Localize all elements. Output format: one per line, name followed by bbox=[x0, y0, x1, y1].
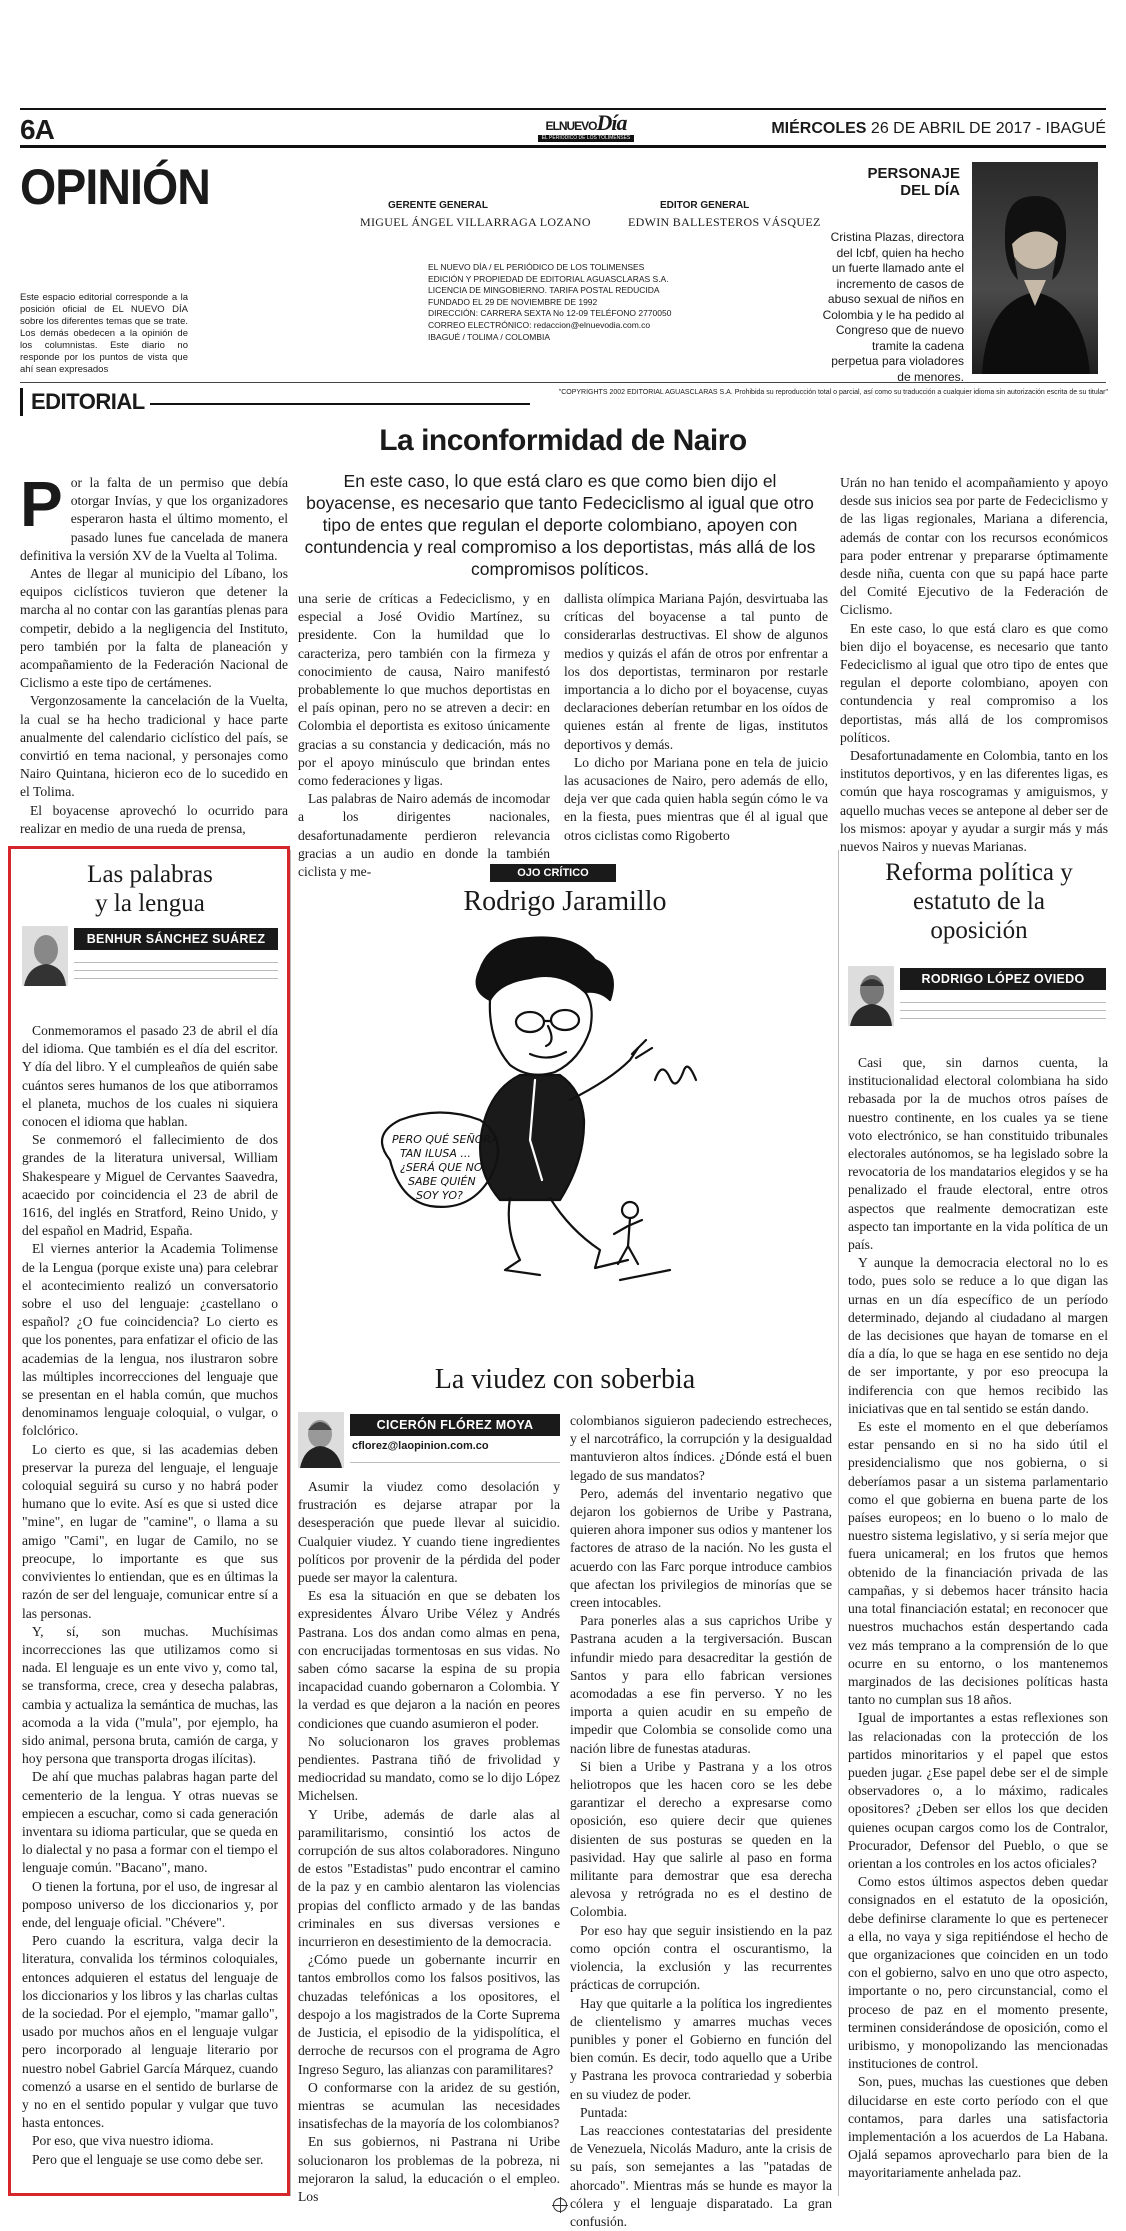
column-paragraph: Por eso hay que seguir insistiendo en la paz como opción contra el oscurantismo, la violencia, la exclusión y las recurrentes prácticas de corrupción. bbox=[570, 1922, 832, 1993]
column-paragraph: Pero, además del inventario negativo que dejaron los gobiernos de Uribe y Pastrana, quieren ahora imponer sus odios y mantener los factores de atraso de la nación. No les gusta el acuerdo con las Farc porque introduce cambios que afectan los privilegios de minorías que se creen intocables. bbox=[570, 1485, 832, 1611]
gerente-label: GERENTE GENERAL bbox=[388, 200, 489, 211]
author-name: BENHUR SÁNCHEZ SUÁREZ bbox=[74, 928, 278, 950]
imprint-line: IBAGUÉ / TOLIMA / COLOMBIA bbox=[428, 331, 551, 342]
column-paragraph: Si bien a Uribe y Pastrana y a los otros heliotropos que les hacen coro se les debe garantizar el derecho a expresarse como oposición, eso quiere decir que quienes disienten de sus posturas se queden en la pasividad. Hay que salirle al paso en forma militante para demostrar que esa derecha alevosa y retrógrada no es el destino de Colombia. bbox=[570, 1758, 832, 1920]
editorial-paragraph: dallista olímpica Mariana Pajón, desvirtuaba las críticas del boyacense a tal punto de considerarlas destructivas. El show de algunos medios y quizás el afán de otros por enfrentar a los dos deportistas, terminaron por restarle importancia a lo dicho por el boyacense, cuyas declaraciones deberían retumbar en los oídos de quienes están al frente de ligas, institutos deportivos y demás. bbox=[564, 591, 828, 752]
column-paragraph: Hay que quitarle a la política los ingredientes de clientelismo y amarres muchas veces punibles y poner el Gobierno en función del bien común. Es decir, todo aquello que a Uribe y Pastrana les provoca contrariedad y soberbia en su viudez de poder. bbox=[570, 1995, 832, 2102]
logo-text-main: Día bbox=[596, 110, 627, 135]
column-paragraph: O tienen la fortuna, por el uso, de ingresar al pomposo universo de los diccionarios y, por ende, del lenguaje oficial. "Chévere". bbox=[22, 1878, 278, 1930]
author-portrait-icon bbox=[298, 1412, 344, 1468]
personaje-text: Cristina Plazas, directora del Icbf, quien ha hecho un fuerte llamado ante el incremento de casos de abuso sexual de niños en Colombia y le ha pedido al Congreso que de nuevo tramite la cadena perpetua para violadores de menores. bbox=[822, 230, 964, 384]
column-paragraph: O conformarse con la aridez de su gestión, mientras se acumulan las necesidades insatisfechas de la mayoría de los colombianos? bbox=[298, 2079, 560, 2132]
editorial-paragraph: Antes de llegar al municipio del Líbano, los equipos ciclísticos tuvieron que detener la marcha al no contar con las garantías plenas para competir, debido a la negligencia del Instituto, pero también por la falta de planeación y acompañamiento de la Federación Nacional de Ciclismo a este tipo de certámenes. bbox=[20, 566, 288, 691]
column-left bbox=[22, 856, 278, 2192]
copyright-notice: "COPYRIGHTS 2002 EDITORIAL AGUASCLARAS S.A. Prohibida su reproducción total o parcial, así como su traducción a cualquier idioma sin autorización escrita de su titular" bbox=[558, 389, 1108, 396]
editorial-col-4 bbox=[840, 474, 1108, 855]
page-header bbox=[20, 108, 1106, 148]
author-email: cflorez@laopinion.com.co bbox=[352, 1440, 489, 1452]
column-body bbox=[22, 1022, 278, 2192]
caricature-illustration bbox=[370, 930, 740, 1320]
drop-cap: P bbox=[20, 468, 63, 540]
date-rest: 26 DE ABRIL DE 2017 - IBAGUÉ bbox=[870, 120, 1106, 137]
right-column-title bbox=[848, 858, 1110, 945]
column-title bbox=[22, 860, 278, 918]
column-paragraph: ¿Cómo puede un gobernante incurrir en tantos embrollos como los falsos positivos, las chuzadas telefónicas a los opositores, el despojo a los magistrados de la Corte Suprema de Justicia, el episodio de la yidispolítica, el derroche de recursos con el programa de Agro Ingreso Seguro, las alianzas con paramilitares? bbox=[298, 1952, 560, 2077]
imprint-line: CORREO ELECTRÓNICO: redaccion@elnuevodia.com.co bbox=[428, 319, 651, 330]
column-paragraph: Puntada: bbox=[580, 2104, 628, 2120]
imprint-line: EDICIÓN Y PROPIEDAD DE EDITORIAL AGUASCLARAS S.A. bbox=[428, 273, 669, 284]
column-paragraph: Igual de importantes a estas reflexiones son las relacionadas con la protección de los partidos minoritarios y el papel que estos pueden jugar. ¿Ese papel debe ser el de simple observadores o, a lo máximo, radicales opositores? ¿Deben ser ellos los que deciden quienes ocupan cargos como los de Contralor, Procurador, Defensor del Pueblo, o que se orientan a los controles en los actos oficiales? bbox=[848, 1710, 1108, 1871]
imprint bbox=[428, 262, 758, 343]
right-column-body bbox=[848, 1054, 1108, 2196]
editorial-paragraph: Lo dicho por Mariana pone en tela de juicio las acusaciones de Nairo, pero además de ello, deja ver que cada quien habla según cómo le va en la fiesta, pues mientras que él al igual que otros ciclistas como Rigoberto bbox=[564, 754, 828, 843]
imprint-line: DIRECCIÓN: CARRERA SEXTA No 12-09 TELÉFONO 2770050 bbox=[428, 308, 672, 319]
speech-line: SOY YO? bbox=[416, 1189, 463, 1202]
column-paragraph: Son, pues, muchas las cuestiones que deben dilucidarse en este corto período con el que contamos, para darles una satisfactoria implementación a los acuerdos de La Habana. Ojalá sepamos aprovecharlo para bien de la mayoritariamente anhelada paz. bbox=[848, 2074, 1108, 2181]
column-paragraph: Asumir la viudez como desolación y frustración es dejarse atrapar por la desesperación que puede llevar al suicidio. Cualquier viudez. Y cuando tiene ingredientes políticos por provenir de la pérdida del poder puede ser mayor la calentura. bbox=[298, 1479, 560, 1586]
personaje-photo bbox=[972, 162, 1098, 374]
column-paragraph: En sus gobiernos, ni Pastrana ni Uribe solucionaron los problemas de la pobreza, ni mejoraron la salud, la educación o el empleo. Los bbox=[298, 2134, 560, 2204]
author-photo bbox=[298, 1412, 344, 1468]
imprint-line: EL NUEVO DÍA / EL PERIÓDICO DE LOS TOLIMENSES bbox=[428, 262, 645, 272]
column-paragraph: Y aunque la democracia electoral no lo es todo, pues solo se reduce a lo que digan las urnas en un día específico de un período determinado, dejando al ciudadano al margen de las decisiones que hayan de tomarse en el día a día, lo que se haga en ese sentido no deja de ser importante, y por eso preocupa la indiferencia con que hemos recibido las iniciativas que en tal sentido se están dando. bbox=[848, 1255, 1108, 1416]
column-title-line: estatuto de la bbox=[913, 888, 1045, 915]
column-title-line: Reforma política y bbox=[885, 859, 1073, 886]
editorial-paragraph: En este caso, lo que está claro es que como bien dijo el boyacense, es necesario que tanto Fedeciclismo al igual que otro tipo de entes que regulan el deporte colombiano, apoyen con contundencia y real compromiso a los deportistas, más allá de los compromisos políticos. bbox=[840, 620, 1108, 745]
editorial-headline: La inconformidad de Nairo bbox=[379, 424, 747, 457]
column-paragraph: De ahí que muchas palabras hagan parte del cementerio de la lengua. Y otras nuevas se empiecen a escuchar, como si cada generación inventara su idioma particular, que se queda en lo dialectal y no pasa a formar con el tiempo el lenguaje común. "Bacano", mano. bbox=[22, 1769, 278, 1876]
person-portrait-icon bbox=[972, 162, 1098, 374]
editorial-col-1 bbox=[20, 468, 288, 844]
column-title-line: oposición bbox=[930, 917, 1028, 944]
center-col-1 bbox=[298, 1478, 560, 2204]
logo-tagline: EL PERIÓDICO DE LOS TOLIMENSES bbox=[538, 135, 634, 142]
speech-line: SABE QUIÉN bbox=[408, 1175, 476, 1188]
column-paragraph: Las reacciones contestatarias del presidente de Venezuela, Nicolás Maduro, ante la crisis de su país, son semejantes a las "patadas de ahorcado". Mientras más se hunde es mayor la cólera y el lenguaje disparatado. La gran confusión. bbox=[570, 2122, 832, 2229]
column-paragraph: No solucionaron los graves problemas pendientes. Pastrana tiñó de frivolidad y mediocridad su mandato, como se lo dijo López Michelsen. bbox=[298, 1733, 560, 1804]
column-paragraph: Y, sí, son muchas. Muchísimas incorrecciones las que utilizamos como si nada. El lenguaje es un ente vivo y, como tal, se transforma, crece, crea y desecha palabras, cambia y actualiza la semántica de muchas, las acomoda a la vida ("mula", por ejemplo, ha sido animal, persona bruta, camión de carga, y hoy persona que transporta drogas ilícitas). bbox=[22, 1623, 278, 1767]
editorial-paragraph: Urán no han tenido el acompañamiento y apoyo desde sus inicios sea por parte de Fedeciclismo y de las ligas regionales, Mariana a diferencia, además de contar con los recursos económicos para poder entrenar y prepararse óptimamente desde niña, cuenta con que su papá hace parte del Comité Ejecutivo de la Federación de Ciclismo. bbox=[840, 475, 1108, 618]
editorial-paragraph: Desafortunadamente en Colombia, tanto en los institutos deportivos, y en las diferentes ligas, es común que haya roscogramas y amiguismos, y aquello muchas veces se antepone al deber ser de los mismos: apoyar y ayudar a surgir más y más nuevos Nairos y nuevas Marianas. bbox=[840, 748, 1108, 855]
editorial-pullquote: En este caso, lo que está claro es que como bien dijo el boyacense, es necesario que tanto Fedeciclismo al igual que otro tipo de entes que regulan el deporte colombiano, apoyen con contundencia y real compromiso a los deportistas, más allá de los compromisos políticos. bbox=[304, 471, 816, 579]
imprint-line: FUNDADO EL 29 DE NOVIEMBRE DE 1992 bbox=[428, 296, 598, 307]
author-photo bbox=[848, 966, 894, 1026]
center-col-2 bbox=[570, 1412, 832, 2229]
column-paragraph: El viernes anterior la Academia Tolimense de la Lengua (porque existe una) para celebrar el acontecimiento realizó un conversatorio sobre el uso del lenguaje: ¿castellano o español? ¿O fue coincidencia? Lo cierto es que los ponentes, para enfatizar el oficio de las academias de la lengua, nos ilustraron sobre las múltiples incorrecciones del lenguaje que se presentan en el habla común, que muchos denominamos lenguaje coloquial, o vulgar, o folclórico. bbox=[22, 1241, 278, 1439]
author-name: RODRIGO LÓPEZ OVIEDO bbox=[900, 968, 1106, 990]
editor-label: EDITOR GENERAL bbox=[660, 200, 750, 211]
ojo-critico-label: OJO CRÍTICO bbox=[490, 864, 616, 882]
center-column-title: La viudez con soberbia bbox=[434, 1364, 696, 1395]
column-paragraph: Casi que, sin darnos cuenta, la institucionalidad electoral colombiana ha sido rebasada por la de muchos otros países de nuestro continente, en los cuales ya se tiene voto electrónico, se han constituido tribunales electorales autónomos, se ha legislado sobre la revocatoria de los mandatarios elegidos y se ha penalizado el fraude electoral, entre otros aspectos que realmente democratizan este aspecto tan importante en la vida política de un país. bbox=[848, 1055, 1108, 1253]
speech-line: PERO QUÉ SEÑORA bbox=[392, 1133, 499, 1146]
author-portrait-icon bbox=[22, 926, 68, 986]
column-paragraph: Es esa la situación en que se debaten los expresidentes Álvaro Uribe Vélez y Andrés Pastrana. Los dos andan como almas en pena, con encrucijadas tormentosas en sus vidas. No saben cómo sacarse la espina de su propia incapacidad cuando gobernaron a Colombia. Y la verdad es que dejaron a la nación en peores condiciones que cuando asumieron el poder. bbox=[298, 1588, 560, 1731]
speech-line: ¿SERÁ QUE NO bbox=[400, 1161, 483, 1174]
author-photo bbox=[22, 926, 68, 986]
speech-line: TAN ILUSA ... bbox=[400, 1147, 471, 1160]
page-number: 6A bbox=[20, 114, 54, 145]
author-portrait-icon bbox=[848, 966, 894, 1026]
editorial-paragraph: El boyacense aprovechó lo ocurrido para realizar en medio de una rueda de prensa, bbox=[20, 802, 288, 836]
date-weekday: MIÉRCOLES bbox=[771, 120, 867, 137]
personaje-title-line: DEL DÍA bbox=[900, 182, 960, 199]
editorial-label-text: EDITORIAL bbox=[31, 389, 145, 414]
newspaper-logo bbox=[538, 110, 634, 144]
column-paragraph: Lo cierto es que, si las academias deben preservar la pureza del lenguaje, el lenguaje coloquial seguirá su curso y no habrá poder humano que lo evite. Así es que si usted dice "mine", en lugar de "camine", o llama a su amigo "Cami", en lugar de Camilo, no se preocupe, lo importante es que sus convivientes lo entiendan, que es en últimas la razón de ser del lenguaje, comunicar entre sí a las personas. bbox=[22, 1441, 278, 1621]
column-paragraph: colombianos siguieron padeciendo estrecheces, y el narcotráfico, la corrupción y la desigualdad mantuvieron altos índices. ¿Dónde está el buen legado de sus mandatos? bbox=[570, 1413, 832, 1483]
registration-mark-icon bbox=[553, 2198, 567, 2212]
column-paragraph: Y Uribe, además de darle alas al paramilitarismo, consintió los actos de corrupción de sus altos colaboradores. Ninguno de estos "Estadistas" pudo encontrar el camino de la paz y en cambio alentaron las violencias propias del conflicto armado y de las bandas criminales en sus diversas versiones e incurrieron en desestimiento de la democracia. bbox=[298, 1806, 560, 1950]
cartoonist-name: Rodrigo Jaramillo bbox=[463, 886, 667, 917]
editorial-paragraph: una serie de críticas a Fedeciclismo, y en especial a José Ovidio Martínez, su presidente. Con la humildad que lo caracteriza, pero también con la firmeza y conocimiento de causa, Nairo manifestó probablemente lo que muchos deportistas en el país opinan, pero no se atreven a decir: en Colombia el deportista es exitoso únicamente gracias a su constancia y dedicación, más no por el apoyo minúsculo que brindan entes como federaciones y ligas. bbox=[298, 591, 550, 789]
editorial-cartoon bbox=[370, 930, 740, 1320]
column-title-line: Las palabras bbox=[87, 861, 213, 888]
editorial-paragraph: or la falta de un permiso que debía otorgar Invías, y que los organizadores esperaron hasta el último momento, el pasado lunes fue cancelada de manera definitiva la versión XV de la Vuelta al Tolima. bbox=[20, 475, 288, 563]
editorial-col-2 bbox=[298, 590, 550, 880]
personaje-title-line: PERSONAJE bbox=[867, 165, 960, 182]
column-paragraph: Pero que el lenguaje se use como debe ser. bbox=[32, 2151, 264, 2167]
editorial-disclaimer: Este espacio editorial corresponde a la posición oficial de EL NUEVO DÍA sobre los diferentes temas que se trate. Los demás obedecen a la opinión de los columnistas. Este diario no responde por los puntos de vista que ahí sean expresados bbox=[20, 292, 188, 375]
column-title-line: y la lengua bbox=[95, 890, 205, 917]
editorial-paragraph: Vergonzosamente la cancelación de la Vuelta, la cual se ha hecho tradicional y hace parte anualmente del calendario ciclístico del país, se convirtió en tema nacional, y personajes como Nairo Quintana, hicieron eco de lo sucedido en el Tolima. bbox=[20, 693, 288, 800]
editorial-col-3 bbox=[564, 590, 828, 844]
section-title: OPINIÓN bbox=[20, 159, 210, 215]
column-paragraph: Es este el momento en el que deberíamos estar pensando en si no ha sido útil el presidencialismo que nos gobierna, o si deberíamos pasar a un sistema parlamentario como el que gobierna en buena parte de los países europeos; en lo bueno o lo malo de nuestro sistema legislativo, y si sería mejor que fuera unicameral; en los frutos que hemos obtenido de la financiación privada de las campañas, y si debemos hacer tránsito hacia una total financiación estatal; en reconocer que nuestros muchachos están despertando cada vez más temprano a la comprensión de lo que ocurre en su entorno, o los mantenemos marginados de las decisiones políticas hasta tanto no cumplan sus 18 años. bbox=[848, 1419, 1108, 1708]
editorial-paragraph: Las palabras de Nairo además de incomodar a los dirigentes nacionales, desafortunadamente perdieron relevancia gracias a un audio en donde la también ciclista y me- bbox=[298, 791, 550, 880]
column-paragraph: Por eso, que viva nuestro idioma. bbox=[32, 2133, 214, 2149]
editorial-label bbox=[20, 388, 153, 416]
column-paragraph: Pero cuando la escritura, valga decir la literatura, convalida los términos coloquiales, entonces adquieren el estatus del lenguaje de los diccionarios y los libros y las charlas cultas de la sociedad. Por el ejemplo, "mamar gallo", usado por muchos años en el lenguaje vulgar pero incorporado al lenguaje literario por nuestro nobel Gabriel García Márquez, cuando comenzó a usarse en el sentido de burlarse de y no en el sentido popular y vulgar que tuvo hasta entonces. bbox=[22, 1933, 278, 2131]
column-paragraph: Conmemoramos el pasado 23 de abril el día del idioma. Que también es el día del escritor. Y día del libro. Y el cumpleaños de quién sabe cuántos seres humanos de los que atiborramos el planeta, muchos de los cuales ni siquiera conocen el idioma que hablan. bbox=[22, 1023, 278, 1130]
column-paragraph: Como estos últimos aspectos deben quedar consignados en el estatuto de la oposición, debe definirse claramente lo que es pertenecer a ella, no vaya y siga repitiéndose el hecho de que organizaciones que coinciden en un todo con el gobierno, salvo en uno que otro aspecto, importante o no, pero circunstancial, como el proceso de paz en el momento presente, terminen considerándose de oposición, como el uribismo, y monopolizando las mencionadas instituciones de control. bbox=[848, 1874, 1108, 2072]
logo-text-top: ELNUEVO bbox=[545, 119, 597, 133]
column-paragraph: Se conmemoró el fallecimiento de dos grandes de la literatura universal, William Shakespeare y Miguel de Cervantes Saavedra, acaecido por coincidencia el 23 de abril de 1616, del inglés en Stratford, Reino Unido, y del español en Madrid, España. bbox=[22, 1132, 278, 1239]
page-date bbox=[771, 120, 1106, 138]
column-paragraph: Para ponerles alas a sus caprichos Uribe y Pastrana acuden a la tergiversación. Buscan infundir miedo para desacreditar la gestión de Santos y para ello fabrican versiones acomodadas a ese fin perverso. Y no les importa a quien acudir en su empeño de impedir que Colombia se consolide como una nación libre de funestas ataduras. bbox=[570, 1613, 832, 1756]
author-name: CICERÓN FLÓREZ MOYA bbox=[350, 1414, 560, 1436]
personaje-title bbox=[820, 165, 960, 199]
imprint-line: LICENCIA DE MINGOBIERNO. TARIFA POSTAL REDUCIDA bbox=[428, 285, 660, 296]
editor-name: EDWIN BALLESTEROS VÁSQUEZ bbox=[628, 215, 821, 229]
gerente-name: MIGUEL ÁNGEL VILLARRAGA LOZANO bbox=[360, 215, 591, 229]
